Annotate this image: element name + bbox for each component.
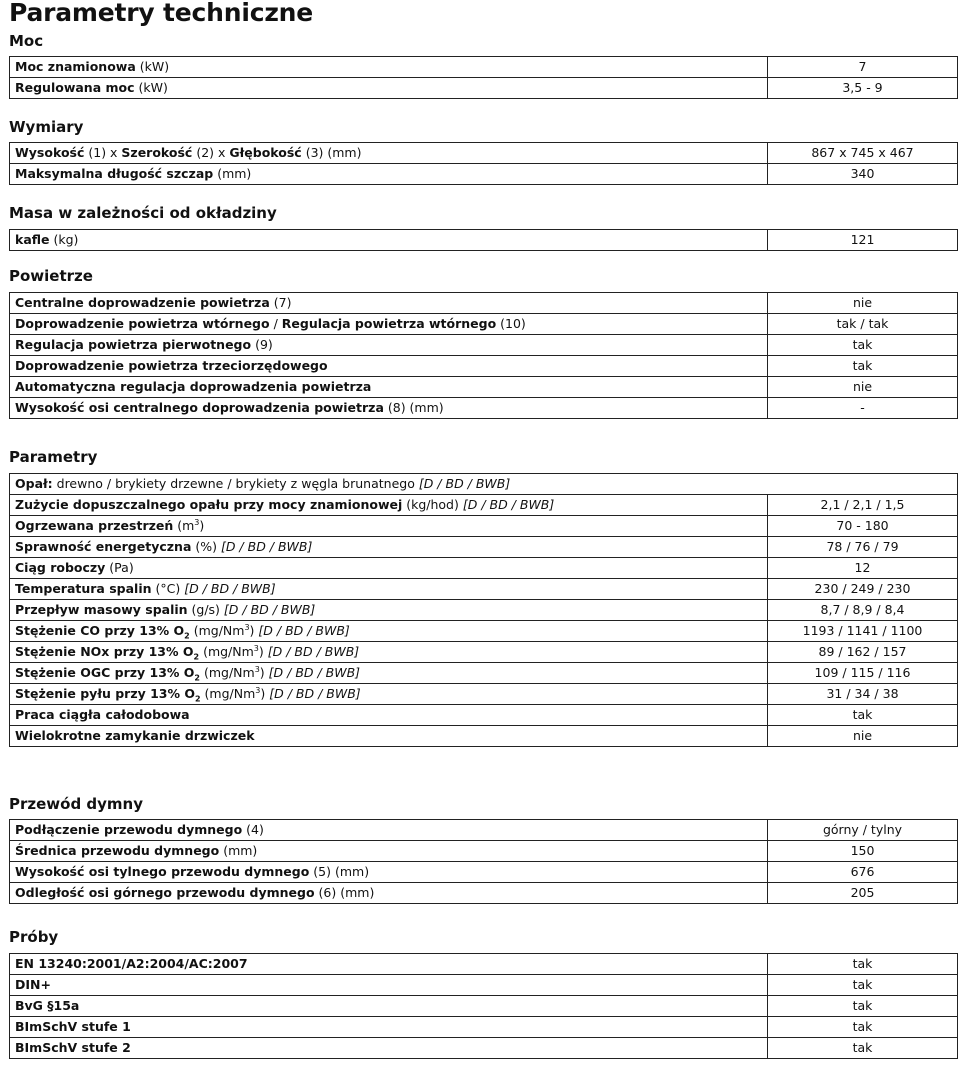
row-value: - bbox=[768, 398, 958, 419]
label-text: Sprawność energetyczna bbox=[15, 539, 192, 554]
row-value: 867 x 745 x 467 bbox=[768, 143, 958, 164]
table-moc bbox=[9, 56, 958, 99]
row-value: nie bbox=[768, 293, 958, 314]
unit-text: (8) (mm) bbox=[383, 400, 444, 415]
row-label bbox=[10, 883, 768, 904]
table-row bbox=[10, 1017, 958, 1038]
subscript: 2 bbox=[195, 694, 201, 704]
unit-text: (3) (mm) bbox=[301, 145, 362, 160]
row-value: 2,1 / 2,1 / 1,5 bbox=[768, 495, 958, 516]
row-label bbox=[10, 537, 768, 558]
row-label bbox=[10, 164, 768, 185]
table-row bbox=[10, 314, 958, 335]
row-value: 78 / 76 / 79 bbox=[768, 537, 958, 558]
unit-text: (4) bbox=[242, 822, 264, 837]
row-value: tak bbox=[768, 954, 958, 975]
table-row bbox=[10, 143, 958, 164]
unit-superscript: 3 bbox=[253, 643, 259, 653]
unit-text: (%) bbox=[191, 539, 221, 554]
section-heading-masa: Masa w zależności od okładziny bbox=[9, 204, 277, 222]
row-value: tak bbox=[768, 1017, 958, 1038]
label-text: Podłączenie przewodu dymnego bbox=[15, 822, 243, 837]
label-text: Wysokość osi tylnego przewodu dymnego bbox=[15, 864, 310, 879]
row-label bbox=[10, 335, 768, 356]
table-row bbox=[10, 705, 958, 726]
unit-superscript: 3 bbox=[255, 685, 261, 695]
row-value: tak bbox=[768, 975, 958, 996]
label-text: Regulacja powietrza pierwotnego bbox=[15, 337, 252, 352]
codes-text: [D / BD / BWB] bbox=[223, 602, 316, 617]
label-text: Przepływ masowy spalin bbox=[15, 602, 188, 617]
unit-text: (10) bbox=[496, 316, 526, 331]
row-label bbox=[10, 621, 768, 642]
table-przewod-dymny bbox=[9, 819, 958, 904]
unit-text: (2) x bbox=[192, 145, 230, 160]
table-row bbox=[10, 164, 958, 185]
row-label bbox=[10, 356, 768, 377]
table-row bbox=[10, 78, 958, 99]
row-label bbox=[10, 705, 768, 726]
codes-text: [D / BD / BWB] bbox=[269, 686, 361, 701]
table-row bbox=[10, 975, 958, 996]
row-value: 121 bbox=[768, 230, 958, 251]
section-heading-powietrze: Powietrze bbox=[9, 267, 93, 285]
row-label bbox=[10, 975, 768, 996]
row-label bbox=[10, 143, 768, 164]
table-row bbox=[10, 1038, 958, 1059]
table-row bbox=[10, 954, 958, 975]
label-text: BvG §15a bbox=[15, 998, 80, 1013]
unit-superscript: 3 bbox=[244, 622, 250, 632]
table-row bbox=[10, 558, 958, 579]
row-value: tak bbox=[768, 996, 958, 1017]
unit-text: ) bbox=[258, 644, 268, 659]
unit-text: (mg/Nm bbox=[200, 665, 255, 680]
row-label bbox=[10, 78, 768, 99]
table-row bbox=[10, 356, 958, 377]
label-text: Regulacja powietrza wtórnego bbox=[281, 316, 497, 331]
table-row bbox=[10, 663, 958, 684]
unit-text: (°C) bbox=[151, 581, 185, 596]
row-label bbox=[10, 314, 768, 335]
row-value: 150 bbox=[768, 841, 958, 862]
row-label bbox=[10, 495, 768, 516]
codes-text: [D / BD / BWB] bbox=[418, 476, 511, 491]
label-text: Stężenie OGC przy 13% O bbox=[15, 665, 195, 680]
section-heading-przewod-dymny: Przewód dymny bbox=[9, 795, 144, 813]
row-value: tak bbox=[768, 705, 958, 726]
fuel-text: drewno / brykiety drzewne / brykiety z węgla brunatnego bbox=[52, 476, 419, 491]
unit-text: (9) bbox=[251, 337, 273, 352]
section-heading-proby: Próby bbox=[9, 928, 59, 946]
row-value: 8,7 / 8,9 / 8,4 bbox=[768, 600, 958, 621]
unit-text: (1) x bbox=[84, 145, 122, 160]
table-row-fuel bbox=[10, 474, 958, 495]
table-row bbox=[10, 537, 958, 558]
row-value: tak bbox=[768, 335, 958, 356]
unit-text: (g/s) bbox=[187, 602, 224, 617]
label-text: Centralne doprowadzenie powietrza bbox=[15, 295, 270, 310]
unit-text: (mm) bbox=[213, 166, 252, 181]
row-value: 676 bbox=[768, 862, 958, 883]
unit-text: ) bbox=[199, 518, 205, 533]
unit-text: (kg) bbox=[49, 232, 79, 247]
row-label bbox=[10, 954, 768, 975]
row-label bbox=[10, 726, 768, 747]
label-text: Opał: bbox=[15, 476, 53, 491]
table-row bbox=[10, 495, 958, 516]
table-wymiary bbox=[9, 142, 958, 185]
row-label bbox=[10, 663, 768, 684]
unit-text: ) bbox=[249, 623, 259, 638]
row-value: nie bbox=[768, 726, 958, 747]
unit-text: (7) bbox=[269, 295, 292, 310]
row-value: 3,5 - 9 bbox=[768, 78, 958, 99]
row-label bbox=[10, 398, 768, 419]
row-label bbox=[10, 579, 768, 600]
section-heading-wymiary: Wymiary bbox=[9, 118, 84, 136]
unit-text: ) bbox=[259, 665, 269, 680]
label-text: Stężenie CO przy 13% O bbox=[15, 623, 185, 638]
unit-superscript: 3 bbox=[254, 664, 260, 674]
codes-text: [D / BD / BWB] bbox=[220, 539, 313, 554]
unit-text: (5) (mm) bbox=[309, 864, 370, 879]
codes-text: [D / BD / BWB] bbox=[267, 644, 360, 659]
label-text: Głębokość bbox=[229, 145, 302, 160]
row-label bbox=[10, 377, 768, 398]
unit-text: (mg/Nm bbox=[189, 623, 245, 638]
label-text: Odległość osi górnego przewodu dymnego bbox=[15, 885, 315, 900]
row-value: 7 bbox=[768, 57, 958, 78]
table-masa bbox=[9, 229, 958, 251]
row-label bbox=[10, 600, 768, 621]
label-text: BImSchV stufe 1 bbox=[15, 1019, 131, 1034]
unit-text: (kW) bbox=[134, 80, 168, 95]
subscript: 2 bbox=[184, 631, 190, 641]
row-value: tak bbox=[768, 356, 958, 377]
unit-text: (mg/Nm bbox=[200, 686, 256, 701]
row-label bbox=[10, 1017, 768, 1038]
row-label bbox=[10, 558, 768, 579]
table-parametry bbox=[9, 473, 958, 747]
table-row bbox=[10, 579, 958, 600]
subscript: 2 bbox=[193, 652, 200, 662]
row-label bbox=[10, 820, 768, 841]
row-label bbox=[10, 684, 768, 705]
section-heading-moc: Moc bbox=[9, 32, 44, 50]
label-text: Wielokrotne zamykanie drzwiczek bbox=[15, 728, 255, 743]
table-row bbox=[10, 726, 958, 747]
row-label bbox=[10, 293, 768, 314]
row-value: 89 / 162 / 157 bbox=[768, 642, 958, 663]
unit-text: (kW) bbox=[135, 59, 170, 74]
row-value: tak bbox=[768, 1038, 958, 1059]
table-row bbox=[10, 684, 958, 705]
label-text: Maksymalna długość szczap bbox=[15, 166, 214, 181]
label-text: DIN+ bbox=[15, 977, 51, 992]
row-label bbox=[10, 516, 768, 537]
label-text: Stężenie pyłu przy 13% O bbox=[15, 686, 195, 701]
row-value: 12 bbox=[768, 558, 958, 579]
row-value: 109 / 115 / 116 bbox=[768, 663, 958, 684]
row-value: 205 bbox=[768, 883, 958, 904]
row-value: 230 / 249 / 230 bbox=[768, 579, 958, 600]
label-text: Doprowadzenie powietrza wtórnego bbox=[15, 316, 270, 331]
unit-text: (Pa) bbox=[105, 560, 134, 575]
table-row bbox=[10, 820, 958, 841]
table-row bbox=[10, 600, 958, 621]
row-label bbox=[10, 996, 768, 1017]
table-powietrze bbox=[9, 292, 958, 419]
row-value: 31 / 34 / 38 bbox=[768, 684, 958, 705]
label-text: Wysokość osi centralnego doprowadzenia powietrza bbox=[15, 400, 384, 415]
row-label bbox=[10, 230, 768, 251]
unit-text: (m bbox=[173, 518, 195, 533]
row-value: górny / tylny bbox=[768, 820, 958, 841]
label-text: Automatyczna regulacja doprowadzenia powietrza bbox=[15, 379, 372, 394]
row-value: tak / tak bbox=[768, 314, 958, 335]
codes-text: [D / BD / BWB] bbox=[268, 665, 361, 680]
row-label bbox=[10, 57, 768, 78]
label-text: Doprowadzenie powietrza trzeciorzędowego bbox=[15, 358, 328, 373]
subscript: 2 bbox=[194, 673, 200, 683]
label-text: EN 13240:2001/A2:2004/AC:2007 bbox=[15, 956, 248, 971]
label-text: Zużycie dopuszczalnego opału przy mocy znamionowej bbox=[15, 497, 403, 512]
table-row bbox=[10, 516, 958, 537]
unit-text: (6) (mm) bbox=[314, 885, 375, 900]
label-text: BImSchV stufe 2 bbox=[15, 1040, 131, 1055]
row-label bbox=[10, 474, 958, 495]
label-text: Wysokość bbox=[15, 145, 85, 160]
separator-text: / bbox=[269, 316, 282, 331]
row-label bbox=[10, 841, 768, 862]
row-label bbox=[10, 862, 768, 883]
section-heading-parametry: Parametry bbox=[9, 448, 98, 466]
table-row bbox=[10, 883, 958, 904]
codes-text: [D / BD / BWB] bbox=[258, 623, 350, 638]
table-row bbox=[10, 57, 958, 78]
table-row bbox=[10, 377, 958, 398]
row-label bbox=[10, 642, 768, 663]
unit-text: (mg/Nm bbox=[199, 644, 254, 659]
codes-text: [D / BD / BWB] bbox=[462, 497, 555, 512]
table-row bbox=[10, 621, 958, 642]
row-value: 340 bbox=[768, 164, 958, 185]
label-text: Praca ciągła całodobowa bbox=[15, 707, 190, 722]
row-value: 1193 / 1141 / 1100 bbox=[768, 621, 958, 642]
row-label bbox=[10, 1038, 768, 1059]
label-text: Moc znamionowa bbox=[15, 59, 136, 74]
table-row bbox=[10, 293, 958, 314]
row-value: 70 - 180 bbox=[768, 516, 958, 537]
table-row bbox=[10, 862, 958, 883]
table-row bbox=[10, 996, 958, 1017]
label-text: Regulowana moc bbox=[15, 80, 135, 95]
unit-superscript: 3 bbox=[194, 517, 200, 527]
label-text: Stężenie NOx przy 13% O bbox=[15, 644, 194, 659]
table-row bbox=[10, 398, 958, 419]
label-text: Średnica przewodu dymnego bbox=[15, 843, 220, 858]
table-row bbox=[10, 335, 958, 356]
label-text: Ogrzewana przestrzeń bbox=[15, 518, 174, 533]
table-row bbox=[10, 230, 958, 251]
page-title: Parametry techniczne bbox=[9, 0, 314, 27]
label-text: Temperatura spalin bbox=[15, 581, 152, 596]
unit-text: (mm) bbox=[219, 843, 258, 858]
table-row bbox=[10, 642, 958, 663]
unit-text: ) bbox=[260, 686, 270, 701]
label-text: Szerokość bbox=[121, 145, 193, 160]
table-row bbox=[10, 841, 958, 862]
table-proby bbox=[9, 953, 958, 1059]
codes-text: [D / BD / BWB] bbox=[184, 581, 276, 596]
label-text: kafle bbox=[15, 232, 50, 247]
label-text: Ciąg roboczy bbox=[15, 560, 106, 575]
unit-text: (kg/hod) bbox=[402, 497, 463, 512]
row-value: nie bbox=[768, 377, 958, 398]
